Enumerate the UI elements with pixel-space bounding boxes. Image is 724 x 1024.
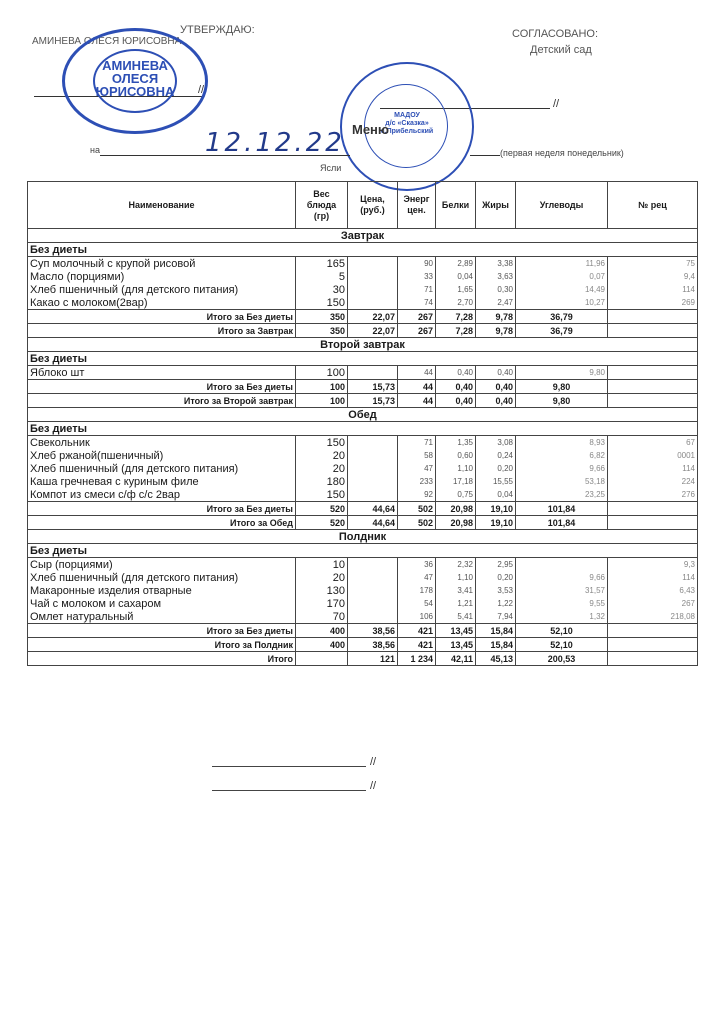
dish-name: Компот из смеси с/ф с/с 2вар	[28, 488, 296, 502]
total-price: 38,56	[348, 638, 398, 652]
section-title: Второй завтрак	[28, 338, 698, 352]
dish-protein: 2,32	[436, 558, 476, 572]
agreed-label: СОГЛАСОВАНО:	[512, 28, 599, 40]
dish-protein: 0,75	[436, 488, 476, 502]
total-price: 44,64	[348, 502, 398, 516]
grand-total-weight	[296, 652, 348, 666]
table-row	[28, 436, 698, 450]
grand-total-protein: 42,11	[436, 652, 476, 666]
dish-energy: 178	[398, 584, 436, 597]
dish-price	[348, 366, 398, 380]
dish-name: Омлет натуральный	[28, 610, 296, 624]
dish-price	[348, 449, 398, 462]
signature-slash-right: //	[553, 98, 560, 110]
total-label: Итого за Без диеты	[28, 624, 296, 638]
diet-row	[28, 422, 698, 436]
dish-carbs	[516, 558, 608, 572]
dish-weight: 100	[296, 366, 348, 380]
total-protein: 13,45	[436, 624, 476, 638]
menu-table	[27, 181, 698, 666]
dish-fat: 0,30	[476, 283, 516, 296]
dish-protein: 2,89	[436, 257, 476, 271]
dish-carbs: 23,25	[516, 488, 608, 502]
dish-price	[348, 436, 398, 450]
approve-label: УТВЕРЖДАЮ:	[180, 24, 255, 36]
nursery-label: Ясли	[320, 163, 342, 173]
table-row	[28, 257, 698, 271]
total-fat: 19,10	[476, 516, 516, 530]
total-fat: 0,40	[476, 380, 516, 394]
total-weight: 520	[296, 502, 348, 516]
total-price: 38,56	[348, 624, 398, 638]
dish-recipe: 224	[608, 475, 698, 488]
dish-price	[348, 597, 398, 610]
total-protein: 7,28	[436, 310, 476, 324]
diet-total-row	[28, 502, 698, 516]
grand-total-recipe	[608, 652, 698, 666]
dish-weight: 130	[296, 584, 348, 597]
dish-weight: 150	[296, 488, 348, 502]
dish-weight: 30	[296, 283, 348, 296]
dish-name: Каша гречневая с куриным филе	[28, 475, 296, 488]
col-energy: Энерг цен.	[398, 182, 436, 229]
dish-weight: 20	[296, 449, 348, 462]
section-title-row	[28, 530, 698, 544]
dish-energy: 106	[398, 610, 436, 624]
grand-total-energy: 1 234	[398, 652, 436, 666]
dish-recipe: 114	[608, 462, 698, 475]
section-title-row	[28, 408, 698, 422]
dish-energy: 44	[398, 366, 436, 380]
signature-slash-bottom-1: //	[370, 756, 377, 768]
total-fat: 9,78	[476, 310, 516, 324]
dish-weight: 150	[296, 296, 348, 310]
week-line	[470, 155, 500, 156]
dish-recipe: 276	[608, 488, 698, 502]
dish-weight: 20	[296, 571, 348, 584]
total-label: Итого за Завтрак	[28, 324, 296, 338]
total-label: Итого за Второй завтрак	[28, 394, 296, 408]
dish-name: Чай с молоком и сахаром	[28, 597, 296, 610]
week-note: (первая неделя понедельник)	[500, 148, 624, 158]
dish-name: Хлеб пшеничный (для детского питания)	[28, 571, 296, 584]
menu-body	[28, 229, 698, 666]
dish-price	[348, 610, 398, 624]
signature-slash-left: //	[198, 84, 205, 96]
total-energy: 421	[398, 624, 436, 638]
dish-name: Свекольник	[28, 436, 296, 450]
total-label: Итого за Без диеты	[28, 380, 296, 394]
diet-total-row	[28, 380, 698, 394]
grand-total-row	[28, 652, 698, 666]
dish-price	[348, 558, 398, 572]
dish-name: Хлеб пшеничный (для детского питания)	[28, 283, 296, 296]
total-protein: 20,98	[436, 516, 476, 530]
dish-weight: 5	[296, 270, 348, 283]
section-title: Полдник	[28, 530, 698, 544]
section-title-row	[28, 338, 698, 352]
total-fat: 0,40	[476, 394, 516, 408]
table-row	[28, 558, 698, 572]
table-row	[28, 366, 698, 380]
dish-protein: 1,21	[436, 597, 476, 610]
dish-protein: 1,10	[436, 462, 476, 475]
dish-price	[348, 257, 398, 271]
dish-name: Макаронные изделия отварные	[28, 584, 296, 597]
approval-stamp	[62, 28, 208, 134]
col-protein: Белки	[436, 182, 476, 229]
col-carbs: Углеводы	[516, 182, 608, 229]
dish-price	[348, 296, 398, 310]
dish-protein: 0,60	[436, 449, 476, 462]
total-carbs: 9,80	[516, 394, 608, 408]
total-weight: 350	[296, 324, 348, 338]
dish-energy: 47	[398, 571, 436, 584]
stamp-line: с.Прибельский	[380, 128, 434, 135]
total-energy: 44	[398, 380, 436, 394]
table-row	[28, 296, 698, 310]
dish-recipe: 218,08	[608, 610, 698, 624]
dish-carbs: 9,55	[516, 597, 608, 610]
diet-row	[28, 243, 698, 257]
total-fat: 19,10	[476, 502, 516, 516]
total-label: Итого за Без диеты	[28, 502, 296, 516]
total-carbs: 52,10	[516, 624, 608, 638]
total-carbs: 101,84	[516, 516, 608, 530]
total-energy: 267	[398, 324, 436, 338]
dish-weight: 20	[296, 462, 348, 475]
table-row	[28, 610, 698, 624]
dish-fat: 2,95	[476, 558, 516, 572]
dish-recipe: 114	[608, 283, 698, 296]
dish-name: Сыр (порциями)	[28, 558, 296, 572]
total-label: Итого за Без диеты	[28, 310, 296, 324]
dish-name: Яблоко шт	[28, 366, 296, 380]
dish-recipe: 9,4	[608, 270, 698, 283]
dish-carbs: 9,80	[516, 366, 608, 380]
dish-weight: 180	[296, 475, 348, 488]
total-price: 44,64	[348, 516, 398, 530]
total-weight: 350	[296, 310, 348, 324]
menu-title: Меню	[352, 122, 390, 137]
total-weight: 100	[296, 394, 348, 408]
total-protein: 13,45	[436, 638, 476, 652]
col-name: Наименование	[28, 182, 296, 229]
grand-total-label: Итого	[28, 652, 296, 666]
total-label: Итого за Полдник	[28, 638, 296, 652]
diet-label: Без диеты	[28, 352, 698, 366]
col-price: Цена, (руб.)	[348, 182, 398, 229]
dish-energy: 58	[398, 449, 436, 462]
dish-carbs: 9,66	[516, 462, 608, 475]
dish-price	[348, 283, 398, 296]
total-energy: 502	[398, 502, 436, 516]
total-carbs: 36,79	[516, 310, 608, 324]
dish-carbs: 9,66	[516, 571, 608, 584]
total-energy: 267	[398, 310, 436, 324]
dish-weight: 165	[296, 257, 348, 271]
col-weight: Вес блюда (гр)	[296, 182, 348, 229]
total-energy: 44	[398, 394, 436, 408]
dish-protein: 1,10	[436, 571, 476, 584]
total-fat: 9,78	[476, 324, 516, 338]
dish-carbs: 8,93	[516, 436, 608, 450]
dish-carbs: 11,96	[516, 257, 608, 271]
meal-total-row	[28, 324, 698, 338]
signature-slash-bottom-2: //	[370, 780, 377, 792]
dish-protein: 3,41	[436, 584, 476, 597]
dish-recipe: 267	[608, 597, 698, 610]
grand-total-fat: 45,13	[476, 652, 516, 666]
dish-fat: 0,20	[476, 462, 516, 475]
col-fat: Жиры	[476, 182, 516, 229]
dish-fat: 0,40	[476, 366, 516, 380]
table-header-row	[28, 182, 698, 229]
dish-energy: 47	[398, 462, 436, 475]
table-row	[28, 270, 698, 283]
stamp-line: МАДОУ	[394, 112, 420, 119]
dish-energy: 54	[398, 597, 436, 610]
total-carbs: 36,79	[516, 324, 608, 338]
total-recipe	[608, 324, 698, 338]
total-recipe	[608, 516, 698, 530]
total-weight: 400	[296, 624, 348, 638]
dish-recipe: 0001	[608, 449, 698, 462]
signature-line-bottom-1	[212, 766, 366, 767]
dish-fat: 2,47	[476, 296, 516, 310]
stamp-line: АМИНЕВА	[102, 58, 168, 73]
dish-energy: 233	[398, 475, 436, 488]
dish-price	[348, 270, 398, 283]
meal-total-row	[28, 516, 698, 530]
signature-line-bottom-2	[212, 790, 366, 791]
dish-recipe: 9,3	[608, 558, 698, 572]
dish-fat: 3,63	[476, 270, 516, 283]
dish-name: Хлеб ржаной(пшеничный)	[28, 449, 296, 462]
dish-fat: 1,22	[476, 597, 516, 610]
dish-carbs: 14,49	[516, 283, 608, 296]
dish-fat: 0,20	[476, 571, 516, 584]
diet-total-row	[28, 310, 698, 324]
dish-fat: 15,55	[476, 475, 516, 488]
total-carbs: 9,80	[516, 380, 608, 394]
col-recipe: № рец	[608, 182, 698, 229]
total-price: 15,73	[348, 380, 398, 394]
dish-energy: 90	[398, 257, 436, 271]
date-prefix: на	[90, 145, 100, 155]
dish-protein: 17,18	[436, 475, 476, 488]
dish-fat: 7,94	[476, 610, 516, 624]
section-title-row	[28, 229, 698, 243]
dish-price	[348, 488, 398, 502]
approver-name: АМИНЕВА ОЛЕСЯ ЮРИСОВНА	[32, 36, 182, 47]
total-recipe	[608, 394, 698, 408]
total-price: 22,07	[348, 324, 398, 338]
total-weight: 400	[296, 638, 348, 652]
dish-weight: 170	[296, 597, 348, 610]
total-carbs: 52,10	[516, 638, 608, 652]
total-protein: 7,28	[436, 324, 476, 338]
table-row	[28, 584, 698, 597]
total-protein: 0,40	[436, 394, 476, 408]
dish-price	[348, 475, 398, 488]
section-title: Завтрак	[28, 229, 698, 243]
total-carbs: 101,84	[516, 502, 608, 516]
dish-fat: 3,08	[476, 436, 516, 450]
stamp-line: д/с «Сказка»	[385, 120, 429, 127]
dish-name: Какао с молоком(2вар)	[28, 296, 296, 310]
total-recipe	[608, 638, 698, 652]
total-weight: 100	[296, 380, 348, 394]
meal-total-row	[28, 638, 698, 652]
dish-recipe	[608, 366, 698, 380]
total-price: 22,07	[348, 310, 398, 324]
dish-recipe: 269	[608, 296, 698, 310]
table-row	[28, 449, 698, 462]
dish-recipe: 67	[608, 436, 698, 450]
dish-energy: 71	[398, 283, 436, 296]
dish-carbs: 0,07	[516, 270, 608, 283]
total-energy: 502	[398, 516, 436, 530]
dish-energy: 71	[398, 436, 436, 450]
dish-protein: 0,04	[436, 270, 476, 283]
table-row	[28, 597, 698, 610]
dish-name: Хлеб пшеничный (для детского питания)	[28, 462, 296, 475]
agreed-org: Детский сад	[530, 44, 592, 56]
total-recipe	[608, 624, 698, 638]
dish-price	[348, 571, 398, 584]
diet-row	[28, 544, 698, 558]
dish-fat: 0,24	[476, 449, 516, 462]
dish-carbs: 10,27	[516, 296, 608, 310]
total-protein: 20,98	[436, 502, 476, 516]
grand-total-price: 121	[348, 652, 398, 666]
dish-protein: 1,35	[436, 436, 476, 450]
diet-label: Без диеты	[28, 544, 698, 558]
total-price: 15,73	[348, 394, 398, 408]
table-row	[28, 571, 698, 584]
dish-name: Масло (порциями)	[28, 270, 296, 283]
table-row	[28, 462, 698, 475]
stamp-line: ОЛЕСЯ	[111, 71, 159, 86]
dish-recipe: 6,43	[608, 584, 698, 597]
dish-recipe: 75	[608, 257, 698, 271]
total-protein: 0,40	[436, 380, 476, 394]
total-label: Итого за Обед	[28, 516, 296, 530]
dish-energy: 92	[398, 488, 436, 502]
total-recipe	[608, 502, 698, 516]
stamp-line: ЮРИСОВНА	[95, 84, 175, 99]
dish-fat: 3,53	[476, 584, 516, 597]
dish-energy: 33	[398, 270, 436, 283]
total-energy: 421	[398, 638, 436, 652]
dish-recipe: 114	[608, 571, 698, 584]
dish-energy: 74	[398, 296, 436, 310]
meal-total-row	[28, 394, 698, 408]
dish-protein: 1,65	[436, 283, 476, 296]
grand-total-carbs: 200,53	[516, 652, 608, 666]
dish-price	[348, 584, 398, 597]
dish-price	[348, 462, 398, 475]
dish-fat: 3,38	[476, 257, 516, 271]
dish-protein: 5,41	[436, 610, 476, 624]
diet-label: Без диеты	[28, 243, 698, 257]
total-weight: 520	[296, 516, 348, 530]
diet-row	[28, 352, 698, 366]
dish-protein: 2,70	[436, 296, 476, 310]
dish-fat: 0,04	[476, 488, 516, 502]
total-recipe	[608, 380, 698, 394]
dish-name: Суп молочный с крупой рисовой	[28, 257, 296, 271]
dish-carbs: 1,32	[516, 610, 608, 624]
dish-weight: 10	[296, 558, 348, 572]
table-row	[28, 475, 698, 488]
diet-label: Без диеты	[28, 422, 698, 436]
dish-energy: 36	[398, 558, 436, 572]
handwritten-date: 12.12.22	[205, 128, 345, 158]
table-row	[28, 488, 698, 502]
total-recipe	[608, 310, 698, 324]
dish-carbs: 6,82	[516, 449, 608, 462]
total-fat: 15,84	[476, 624, 516, 638]
diet-total-row	[28, 624, 698, 638]
section-title: Обед	[28, 408, 698, 422]
dish-protein: 0,40	[436, 366, 476, 380]
dish-carbs: 53,18	[516, 475, 608, 488]
dish-weight: 150	[296, 436, 348, 450]
dish-carbs: 31,57	[516, 584, 608, 597]
table-row	[28, 283, 698, 296]
dish-weight: 70	[296, 610, 348, 624]
total-fat: 15,84	[476, 638, 516, 652]
